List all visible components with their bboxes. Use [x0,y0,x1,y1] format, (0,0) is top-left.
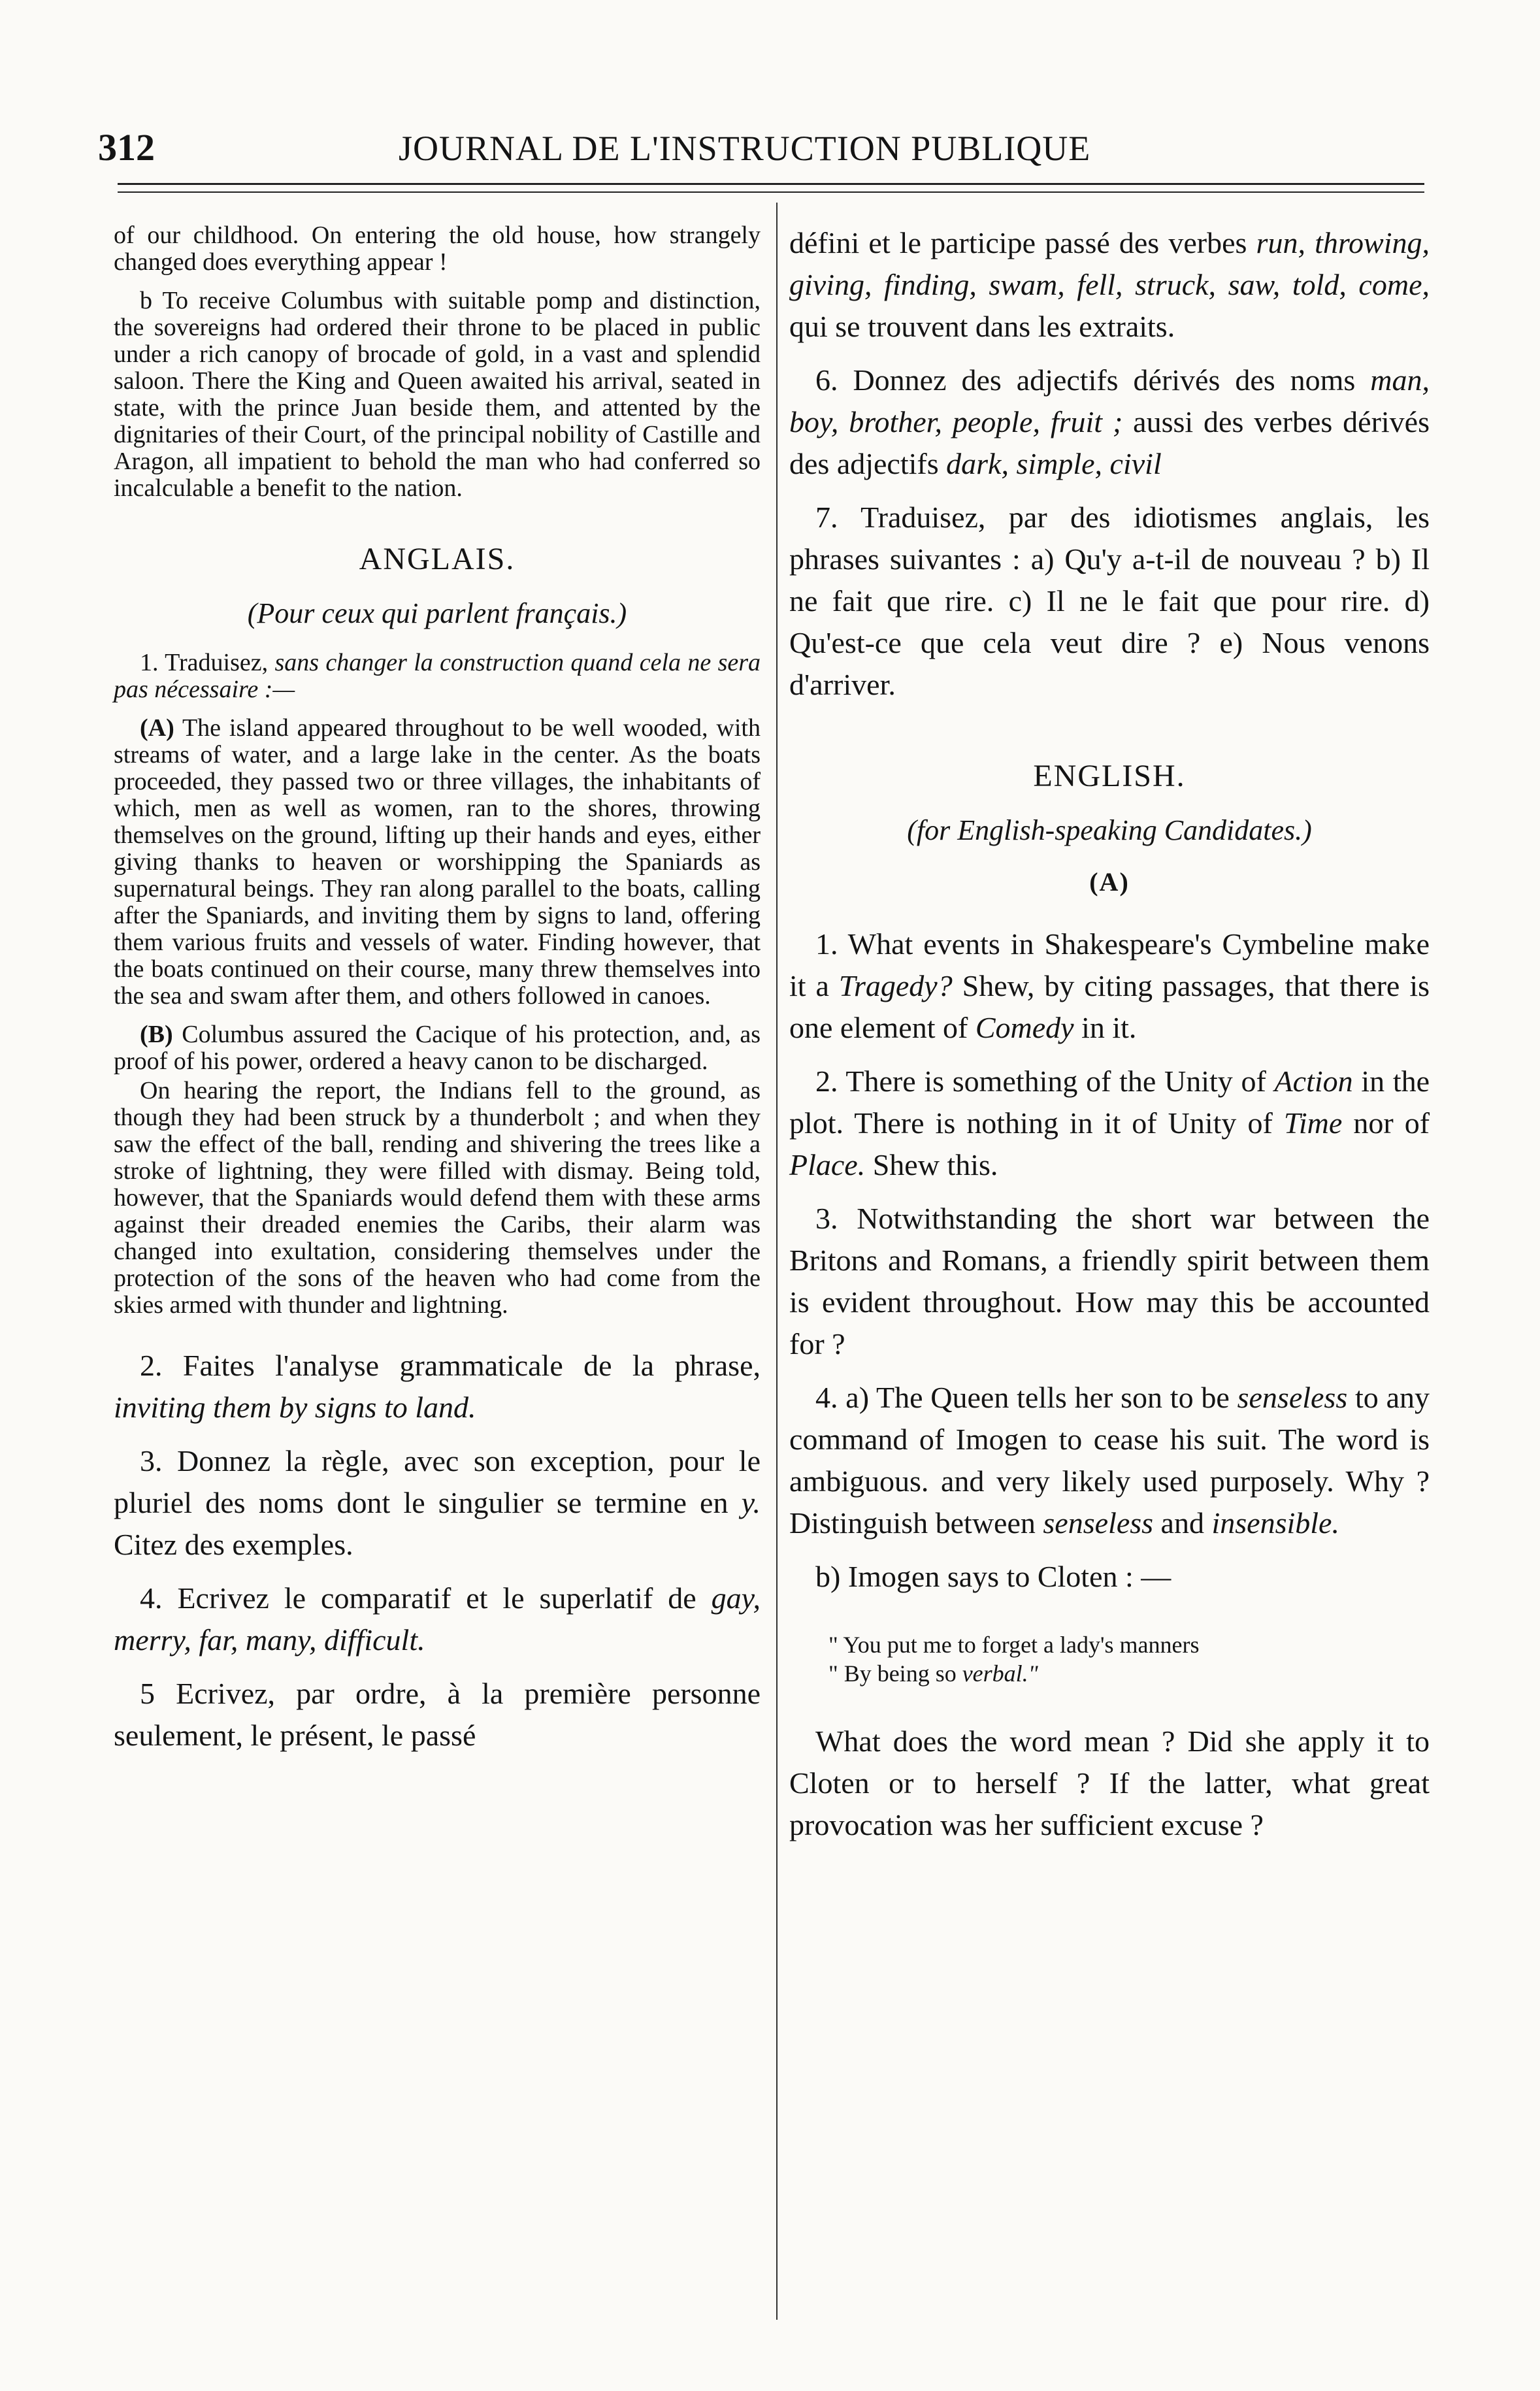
question-4-words: gay, merry, far, many, difficult. [114,1581,761,1657]
quote-line-2-text: " By being so [828,1660,957,1687]
english-question-2 [789,1061,1430,1186]
eq4-insensible: insensible. [1211,1506,1339,1540]
passage-a-label: (A) [140,714,174,742]
page-number: 312 [98,126,155,169]
eq4-text-and: and [1160,1506,1204,1540]
passage-b-continued: On hearing the report, the Indians fell to the ground, as though they had been struck by a thunderbolt ; and when they saw the effect of the ball, rending and shivering the trees like a stroke of lightning, they were filled with dismay. Being told, however, that the Spaniards would defend them with these arms against their dreaded enemies the Caribs, their alarm was changed into exultation, considering themselves under the protection of the sons of the heaven who had come from the skies armed with thunder and lightning. [114,1077,761,1319]
question-4 [114,1577,761,1661]
question-4-text: 4. Ecrivez le comparatif et le superlatif de [140,1581,696,1615]
eq2-text: 2. There is something of the Unity of [815,1064,1266,1098]
question-5: 5 Ecrivez, par ordre, à la première personne seulement, le présent, le passé [114,1677,761,1752]
passage-b [114,1021,761,1075]
quote-verbal: verbal." [962,1660,1038,1687]
question-1-prefix: 1. Traduisez, [140,649,269,676]
eq2-time: Time [1283,1106,1343,1140]
question-6-text: 6. Donnez des adjectifs dérivés des noms [815,363,1356,397]
right-column [789,222,1430,1858]
english-question-4b: b) Imogen says to Cloten : — [815,1560,1171,1593]
question-6 [789,359,1430,485]
question-5-continued [789,222,1430,348]
eq1-text-mid: Shew, by citing passages, that there is one element of [789,969,1430,1044]
final-question: What does the word mean ? Did she apply it to Cloten or to herself ? If the latter, what great provocation was her sufficient excuse ? [789,1724,1430,1841]
section-a-label: (A) [1089,867,1130,897]
continued-text-end: qui se trouvent dans les extraits. [789,310,1175,343]
eq1-text: 1. What events in Shakespeare's Cymbeline make it a [789,927,1430,1002]
eq4-senseless-2: senseless [1043,1506,1154,1540]
header-rule-top [118,183,1424,185]
eq2-text-end: Shew this. [872,1148,998,1181]
question-1 [114,650,761,703]
passage-a [114,715,761,1010]
eq4-text: 4. a) The Queen tells her son to be [815,1381,1230,1414]
english-question-1 [789,923,1430,1049]
question-3-text-end: Citez des exemples. [114,1528,353,1561]
question-3-text: 3. Donnez la règle, avec son exception, pour le pluriel des noms dont le singulier se termine en [114,1444,761,1519]
paragraph-intro: of our childhood. On entering the old house, how strangely changed does everything appear ! [114,222,761,276]
passage-b-text: Columbus assured the Cacique of his protection, and, as proof of his power, ordered a heavy canon to be discharged. [114,1021,761,1075]
eq2-text-mid: in the plot. There is nothing in it of Unity of [789,1064,1430,1140]
heading-anglais: ANGLAIS. [359,542,516,576]
paragraph-b: b To receive Columbus with suitable pomp and distinction, the sovereigns had ordered their throne to be placed in public under a rich canopy of brocade of gold, in a vast and splendid saloon. There the King and Queen awaited his arrival, seated in state, with the prince Juan beside them, and attented by the dignitaries of their Court, of the principal nobility of Castille and Aragon, all impatient to behold the man who had conferred so incalculable a benefit to the nation. [114,287,761,502]
running-title: JOURNAL DE L'INSTRUCTION PUBLIQUE [399,129,1091,168]
page-header [98,118,1431,183]
question-7: 7. Traduisez, par des idiotismes anglais, les phrases suivantes : a) Qu'y a-t-il de nouveau ? b) Il ne fait que rire. c) Il ne le fait que pour rire. d) Qu'est-ce que cela veut dire ? e) Nous venons d'arriver. [789,501,1430,701]
eq1-comedy: Comedy [975,1011,1074,1044]
quote-line-2 [828,1659,1430,1688]
question-2 [114,1345,761,1428]
passage-b-label: (B) [140,1021,173,1048]
eq2-text-mid2: nor of [1353,1106,1430,1140]
verse-quote [828,1630,1430,1688]
question-3-letter: y. [741,1486,761,1519]
question-2-phrase: inviting them by signs to land. [114,1391,476,1424]
heading-english: ENGLISH. [1033,759,1186,793]
english-question-3: 3. Notwithstanding the short war between the Britons and Romans, a friendly spirit between them is evident throughout. How may this be accounted for ? [789,1202,1430,1360]
eq1-tragedy: Tragedy? [838,969,953,1002]
question-3 [114,1440,761,1566]
eq4-senseless: senseless [1237,1381,1348,1414]
eq4-text-mid: to any command of Imogen to cease his suit. The word is ambiguous. and very likely used purposely. Why ? Distinguish between [789,1381,1430,1540]
eq2-action: Action [1274,1064,1353,1098]
question-2-text: 2. Faites l'analyse grammaticale de la phrase, [140,1349,761,1382]
eq2-place: Place. [789,1148,866,1181]
header-rule-bottom [118,191,1424,193]
subheading-english: (for English-speaking Candidates.) [907,814,1312,846]
continued-text: défini et le participe passé des verbes [789,226,1247,259]
subheading-anglais: (Pour ceux qui parlent français.) [247,597,627,629]
column-divider [776,203,778,2320]
continued-verbs: run, throwing, giving, finding, swam, fell, struck, saw, told, come, [789,226,1430,301]
quote-line-1: " You put me to forget a lady's manners [828,1632,1200,1658]
passage-a-text: The island appeared throughout to be well wooded, with streams of water, and a large lake in the center. As the boats proceeded, they passed two or three villages, the inhabitants of which, men as well as women, ran to the shores, throwing themselves on the ground, lifting up their hands and eyes, either giving thanks to heaven or worshipping the Spaniards as supernatural beings. They ran along parallel to the boats, calling after the Spaniards, and inviting them by signs to land, offering them various fruits and vessels of water. Finding however, that the boats continued on their course, many threw themselves into the sea and swam after them, and others followed in canoes. [114,714,761,1010]
question-6-adjectives: dark, simple, civil [946,447,1162,480]
eq1-text-end: in it. [1081,1011,1137,1044]
journal-page [98,118,1431,2326]
question-6-text-mid: aussi des verbes dérivés des adjectifs [789,405,1430,480]
question-6-nouns: man, boy, brother, people, fruit ; [789,363,1430,438]
question-1-instruction: sans changer la construction quand cela ne sera pas nécessaire :— [114,649,761,703]
english-question-4 [789,1377,1430,1544]
left-column [114,222,761,1768]
